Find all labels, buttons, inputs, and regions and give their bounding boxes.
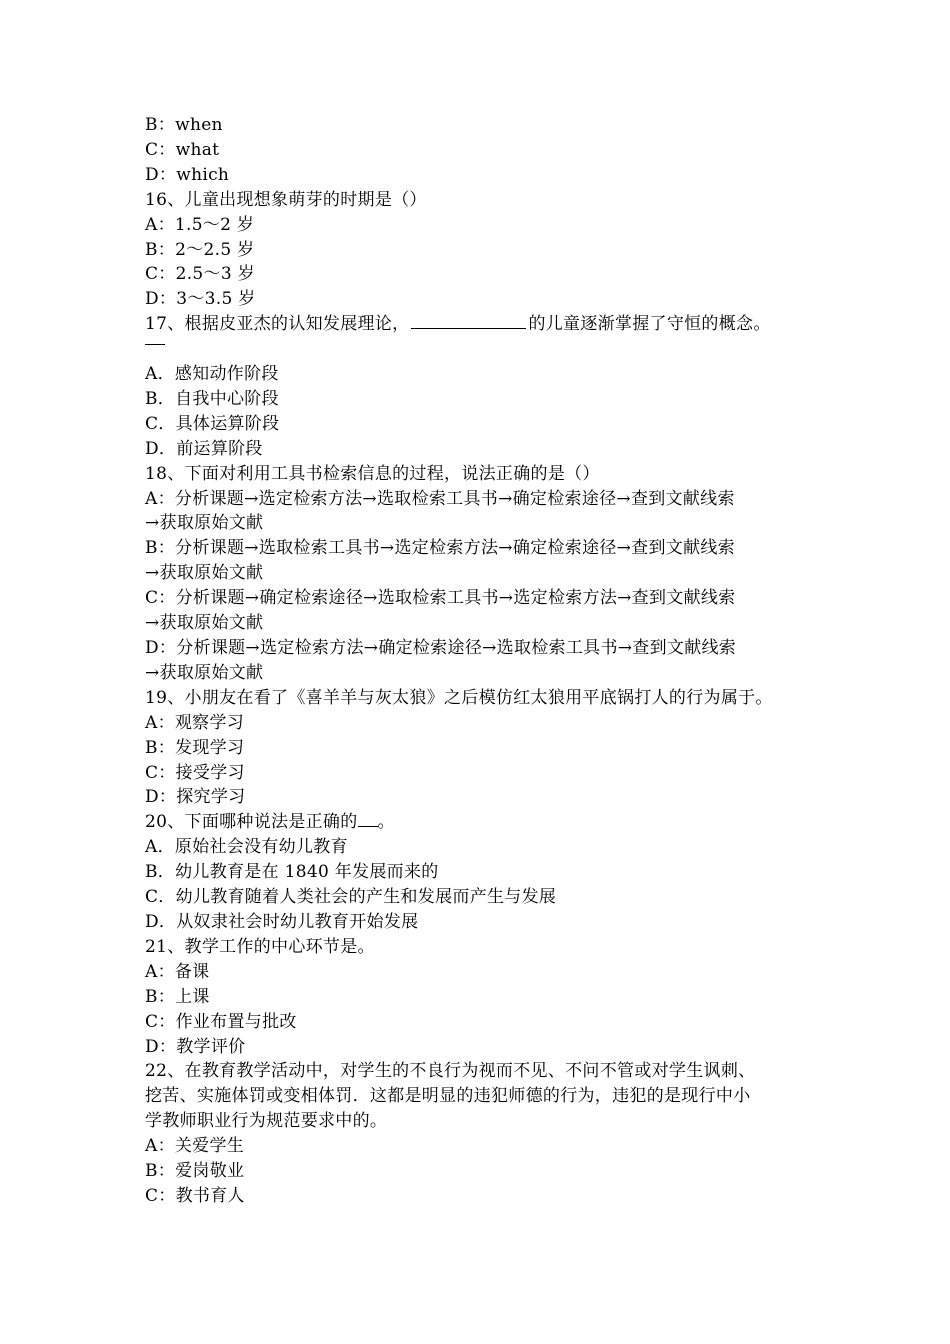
option-20c: C．幼儿教育随着人类社会的产生和发展而产生与发展 <box>145 887 557 908</box>
question-22-cont-2: 学教师职业行为规范要求中的。 <box>145 1111 388 1132</box>
option-16d: D：3～3.5 岁 <box>145 289 256 310</box>
question-17-text-start: 17、根据皮亚杰的认知发展理论， <box>145 314 410 335</box>
question-19: 19、小朋友在看了《喜羊羊与灰太狼》之后模仿红太狼用平底锅打人的行为属于。 <box>145 687 773 708</box>
question-17 <box>145 312 815 337</box>
option-15c: C：what <box>145 139 220 160</box>
option-21c: C：作业布置与批改 <box>145 1011 297 1032</box>
question-18: 18、下面对利用工具书检索信息的过程，说法正确的是（） <box>145 463 600 484</box>
option-22c: C：教书育人 <box>145 1185 245 1206</box>
option-18b-cont: →获取原始文献 <box>145 563 264 584</box>
option-22a: A：关爱学生 <box>145 1136 245 1157</box>
option-16a: A：1.5～2 岁 <box>145 214 255 235</box>
option-17d: D．前运算阶段 <box>145 438 263 459</box>
option-18a: A：分析课题→选定检索方法→选取检索工具书→确定检索途径→查到文献线索 <box>145 488 735 509</box>
option-15d: D：which <box>145 164 230 185</box>
question-21: 21、教学工作的中心环节是。 <box>145 936 375 957</box>
option-18c: C：分析课题→确定检索途径→选取检索工具书→选定检索方法→查到文献线索 <box>145 588 736 609</box>
option-20d: D．从奴隶社会时幼儿教育开始发展 <box>145 911 419 932</box>
question-17-trailing-blank <box>145 337 815 362</box>
question-17-text-end: 的儿童逐渐掌握了守恒的概念。 <box>528 314 771 335</box>
option-21d: D：教学评价 <box>145 1036 246 1057</box>
question-20 <box>145 810 815 835</box>
option-18d: D：分析课题→选定检索方法→确定检索途径→选取检索工具书→查到文献线索 <box>145 638 737 659</box>
option-18b: B：分析课题→选取检索工具书→选定检索方法→确定检索途径→查到文献线索 <box>145 538 735 559</box>
answer-blank <box>358 825 378 827</box>
option-17c: C．具体运算阶段 <box>145 413 280 434</box>
option-18d-cont: →获取原始文献 <box>145 662 264 683</box>
option-17a: A．感知动作阶段 <box>145 364 279 385</box>
option-19b: B：发现学习 <box>145 737 245 758</box>
answer-blank <box>411 327 526 329</box>
answer-blank <box>145 343 165 345</box>
option-19a: A：观察学习 <box>145 712 245 733</box>
question-20-text-end: 。 <box>377 812 395 833</box>
option-16b: B：2～2.5 岁 <box>145 239 255 260</box>
option-21a: A：备课 <box>145 961 210 982</box>
question-22-cont-1: 挖苦、实施体罚或变相体罚．这都是明显的违犯师德的行为，违犯的是现行中小 <box>145 1086 751 1107</box>
option-16c: C：2.5～3 岁 <box>145 264 255 285</box>
option-15b: B：when <box>145 115 223 135</box>
option-17b: B．自我中心阶段 <box>145 388 279 409</box>
option-20a: A．原始社会没有幼儿教育 <box>145 837 348 858</box>
option-22b: B：爱岗敬业 <box>145 1161 245 1182</box>
option-19c: C：接受学习 <box>145 762 245 783</box>
document-body <box>145 113 815 1209</box>
question-16: 16、儿童出现想象萌芽的时期是（） <box>145 189 427 210</box>
option-21b: B：上课 <box>145 986 210 1007</box>
option-19d: D：探究学习 <box>145 787 246 808</box>
option-18c-cont: →获取原始文献 <box>145 613 264 634</box>
question-20-text-start: 20、下面哪种说法是正确的 <box>145 812 358 833</box>
question-22: 22、在教育教学活动中，对学生的不良行为视而不见、不问不管或对学生讽刺、 <box>145 1061 756 1082</box>
option-20b: B．幼儿教育是在 1840 年发展而来的 <box>145 862 439 883</box>
option-18a-cont: →获取原始文献 <box>145 513 264 534</box>
